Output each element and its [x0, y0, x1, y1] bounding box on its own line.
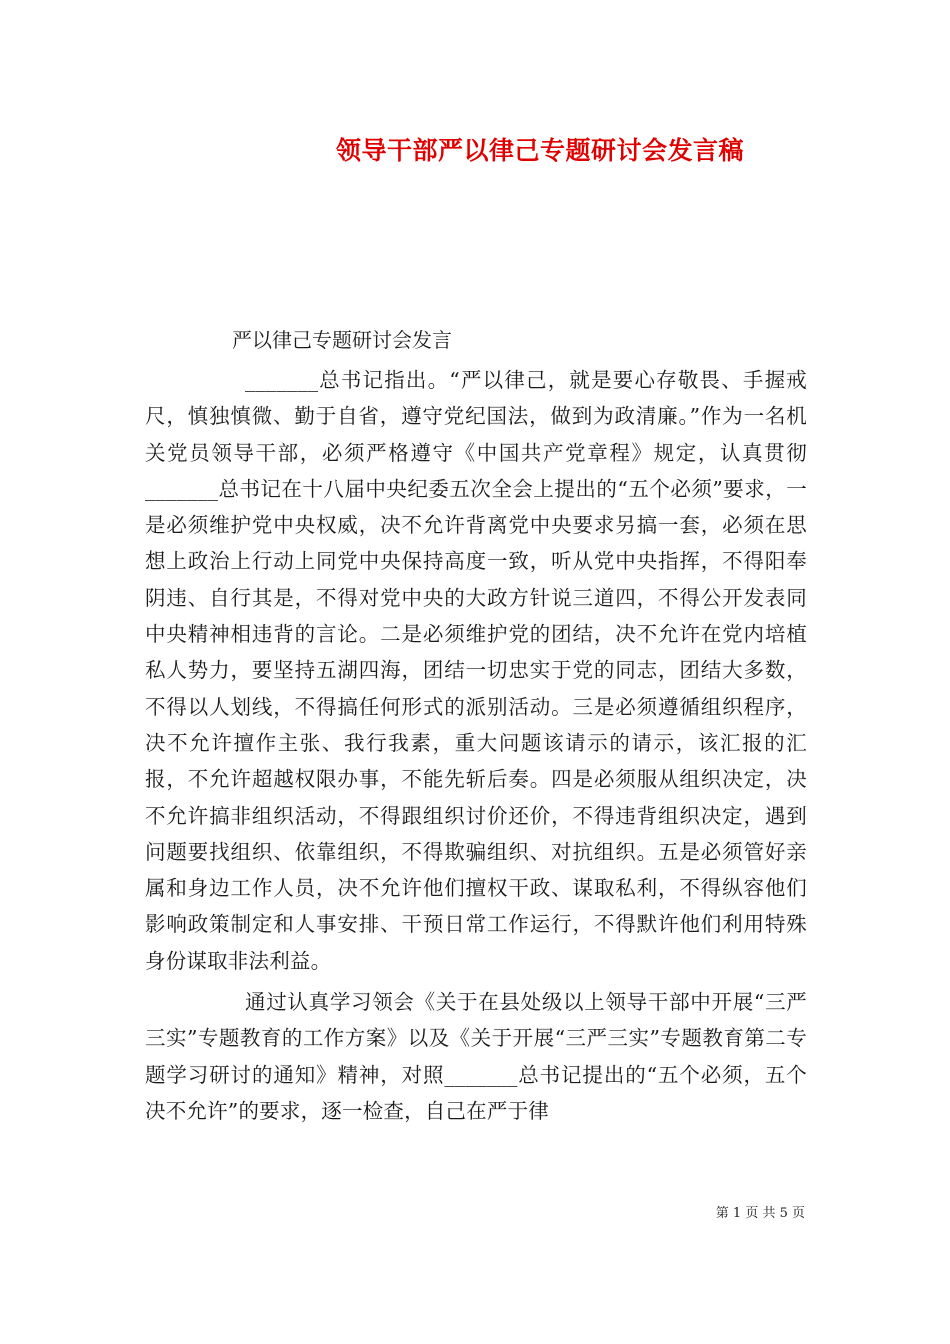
document-body	[145, 362, 807, 1129]
paragraph-1: _______总书记指出。“严以律己，就是要心存敬畏、手握戒尺，慎独慎微、勤于自省，遵守党纪国法，做到为政清廉。”作为一名机关党员领导干部，必须严格遵守《中国共产党章程》规定，认真贯彻_______总书记在十八届中央纪委五次全会上提出的“五个必须”要求，一是必须维护党中央权威，决不允许背离党中央要求另搞一套，必须在思想上政治上行动上同党中央保持高度一致，听从党中央指挥，不得阳奉阴违、自行其是，不得对党中央的大政方针说三道四，不得公开发表同中央精神相违背的言论。二是必须维护党的团结，决不允许在党内培植私人势力，要坚持五湖四海，团结一切忠实于党的同志，团结大多数，不得以人划线，不得搞任何形式的派别活动。三是必须遵循组织程序，决不允许擅作主张、我行我素，重大问题该请示的请示，该汇报的汇报，不允许超越权限办事，不能先斩后奏。四是必须服从组织决定，决不允许搞非组织活动，不得跟组织讨价还价，不得违背组织决定，遇到问题要找组织、依靠组织，不得欺骗组织、对抗组织。五是必须管好亲属和身边工作人员，决不允许他们擅权干政、谋取私利，不得纵容他们影响政策制定和人事安排、干预日常工作运行，不得默许他们利用特殊身份谋取非法利益。	[145, 368, 807, 973]
document-title: 领导干部严以律己专题研讨会发言稿	[335, 136, 744, 165]
document-subtitle: 严以律己专题研讨会发言	[232, 328, 452, 352]
page-number: 第 1 页 共 5 页	[715, 1206, 805, 1221]
paragraph-2: 通过认真学习领会《关于在县处级以上领导干部中开展“三严三实”专题教育的工作方案》以及《关于开展“三严三实”专题教育第二专题学习研讨的通知》精神，对照_______总书记提出的“五个必须，五个决不允许”的要求，逐一检查，自己在严于律	[145, 990, 807, 1123]
